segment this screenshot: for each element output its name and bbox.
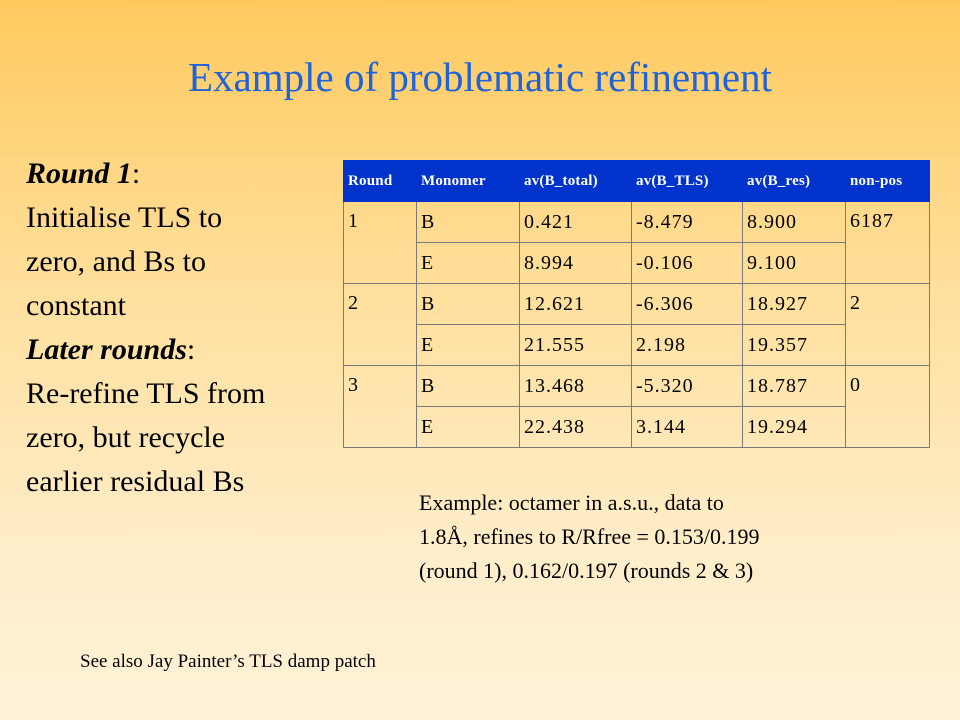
- header-round: Round: [344, 161, 417, 202]
- cell-b-total: 0.421: [520, 202, 632, 243]
- header-b-res: av(B_res): [743, 161, 846, 202]
- header-monomer: Monomer: [417, 161, 520, 202]
- table-row: [344, 325, 930, 366]
- cell-monomer: E: [417, 407, 520, 448]
- cell-b-tls: 3.144: [632, 407, 743, 448]
- cell-b-total: 21.555: [520, 325, 632, 366]
- round1-heading: [26, 152, 346, 196]
- cell-monomer: E: [417, 243, 520, 284]
- header-b-tls: av(B_TLS): [632, 161, 743, 202]
- cell-b-tls: 2.198: [632, 325, 743, 366]
- cell-monomer: B: [417, 366, 520, 407]
- cell-b-tls: -0.106: [632, 243, 743, 284]
- cell-monomer: B: [417, 202, 520, 243]
- cell-b-total: 8.994: [520, 243, 632, 284]
- cell-b-res: 18.927: [743, 284, 846, 325]
- slide-title: Example of problematic refinement: [187, 54, 772, 100]
- note-line: 1.8Å, refines to R/Rfree = 0.153/0.199: [419, 524, 760, 549]
- later-rounds-colon: :: [186, 333, 196, 366]
- cell-non-pos: 2: [846, 284, 930, 366]
- cell-round: 2: [344, 284, 417, 366]
- cell-b-tls: -8.479: [632, 202, 743, 243]
- later-rounds-line: earlier residual Bs: [26, 465, 245, 498]
- cell-b-res: 8.900: [743, 202, 846, 243]
- later-rounds-label: Later rounds: [26, 333, 187, 366]
- cell-round: 3: [344, 366, 417, 448]
- cell-b-res: 9.100: [743, 243, 846, 284]
- cell-non-pos: 0: [846, 366, 930, 448]
- later-rounds-line: zero, but recycle: [26, 421, 226, 454]
- cell-b-tls: -5.320: [632, 366, 743, 407]
- table-row: [344, 407, 930, 448]
- table-row: [344, 284, 930, 325]
- cell-b-tls: -6.306: [632, 284, 743, 325]
- left-text-block: [26, 152, 346, 504]
- header-non-pos: non-pos: [846, 161, 930, 202]
- later-rounds-line: Re-refine TLS from: [26, 377, 266, 410]
- cell-round: 1: [344, 202, 417, 284]
- cell-non-pos: 6187: [846, 202, 930, 284]
- cell-b-res: 19.294: [743, 407, 846, 448]
- cell-b-res: 19.357: [743, 325, 846, 366]
- round1-line: Initialise TLS to: [26, 201, 223, 234]
- round1-label: Round 1: [26, 157, 132, 190]
- cell-b-total: 12.621: [520, 284, 632, 325]
- table-row: [344, 366, 930, 407]
- round1-colon: :: [131, 157, 141, 190]
- cell-monomer: E: [417, 325, 520, 366]
- cell-b-total: 13.468: [520, 366, 632, 407]
- note-line: (round 1), 0.162/0.197 (rounds 2 & 3): [419, 558, 754, 583]
- footer-reference: See also Jay Painter’s TLS damp patch: [80, 651, 376, 672]
- table-row: [344, 202, 930, 243]
- round1-line: constant: [26, 289, 126, 322]
- cell-monomer: B: [417, 284, 520, 325]
- round1-line: zero, and Bs to: [26, 245, 206, 278]
- table-header-row: [344, 161, 930, 202]
- refinement-table: [343, 160, 930, 448]
- note-line: Example: octamer in a.s.u., data to: [419, 490, 724, 515]
- later-rounds-heading: [26, 328, 346, 372]
- cell-b-total: 22.438: [520, 407, 632, 448]
- example-note: [419, 486, 939, 588]
- header-b-total: av(B_total): [520, 161, 632, 202]
- table-row: [344, 243, 930, 284]
- cell-b-res: 18.787: [743, 366, 846, 407]
